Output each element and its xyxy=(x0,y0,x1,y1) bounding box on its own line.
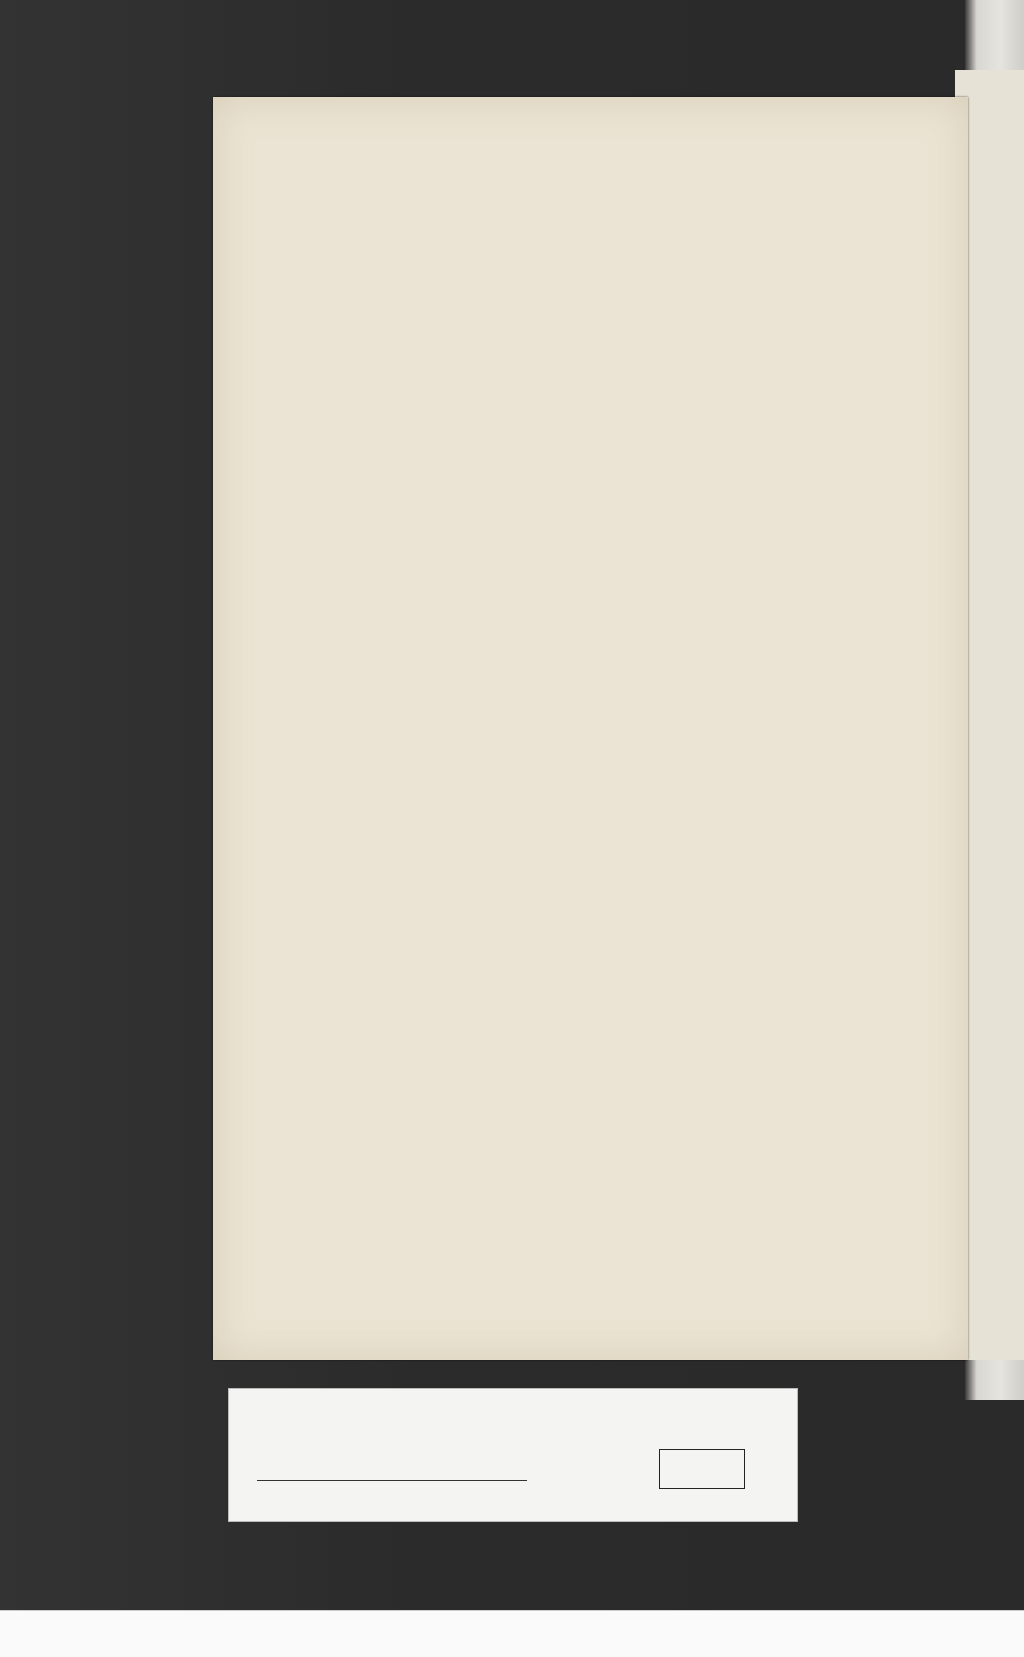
footer-bar xyxy=(0,1610,1024,1657)
ruler-baseline xyxy=(257,1480,527,1482)
page-header xyxy=(405,160,965,194)
hab-barcode-icon xyxy=(6,1619,48,1649)
gray-scale-swatch xyxy=(659,1449,745,1489)
hab-reference-card xyxy=(228,1388,798,1522)
book-page xyxy=(213,97,968,1360)
scale-ruler xyxy=(257,1449,527,1481)
